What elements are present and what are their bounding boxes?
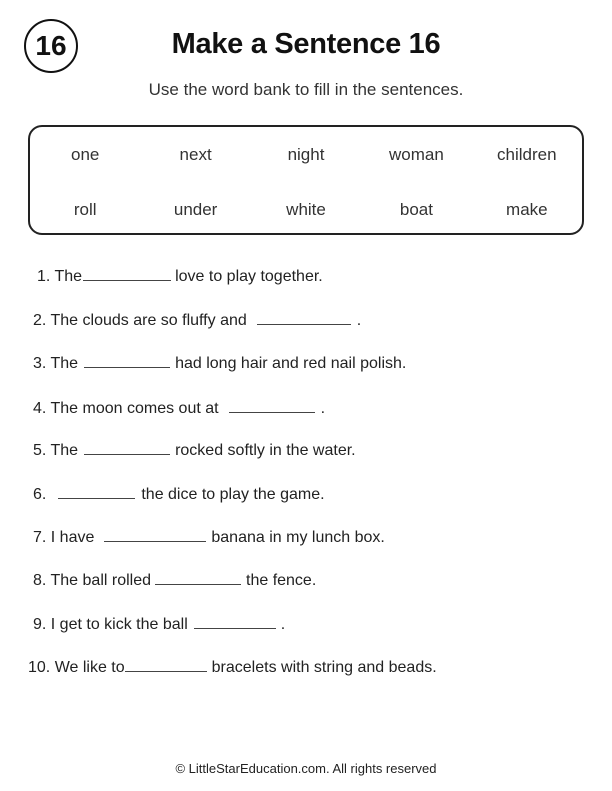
- sentence-2: [33, 310, 361, 330]
- word-bank-word: white: [286, 200, 326, 219]
- word-bank-word: night: [287, 145, 325, 164]
- answer-blank[interactable]: [58, 484, 135, 499]
- word-bank-word: children: [497, 145, 557, 164]
- sentence-suffix: the fence.: [246, 572, 317, 589]
- sentence-suffix: banana in my lunch box.: [211, 529, 385, 546]
- word-bank-word: woman: [389, 145, 444, 164]
- sentence-1: [37, 266, 323, 286]
- sentence-suffix: .: [320, 400, 326, 417]
- sentence-7: [33, 527, 385, 547]
- sentence-prefix: 6.: [33, 486, 47, 503]
- answer-blank[interactable]: [257, 310, 351, 325]
- sentence-6: [33, 484, 325, 504]
- sentence-10: [28, 657, 437, 677]
- sentence-prefix: 1. The: [37, 268, 83, 285]
- sentence-5: [33, 440, 356, 460]
- sentence-prefix: 7. I have: [33, 529, 95, 546]
- answer-blank[interactable]: [104, 527, 206, 542]
- sentence-prefix: 4. The moon comes out at: [33, 400, 219, 417]
- sentence-suffix: bracelets with string and beads.: [211, 659, 437, 676]
- answer-blank[interactable]: [155, 570, 241, 585]
- answer-blank[interactable]: [194, 614, 276, 629]
- copyright-footer: © LittleStarEducation.com. All rights reserved: [175, 761, 437, 776]
- word-bank-row-1: [30, 145, 582, 165]
- answer-blank[interactable]: [84, 353, 170, 368]
- word-bank-word: make: [506, 200, 548, 219]
- sentence-3: [33, 353, 406, 373]
- sentence-prefix: 3. The: [33, 355, 79, 372]
- sentence-9: [33, 614, 285, 634]
- sentence-prefix: 9. I get to kick the ball: [33, 616, 188, 633]
- page-title: Make a Sentence 16: [171, 28, 441, 60]
- sentence-suffix: .: [280, 616, 286, 633]
- answer-blank[interactable]: [84, 440, 170, 455]
- word-bank-word: boat: [399, 200, 433, 219]
- sentence-prefix: 8. The ball rolled: [33, 572, 151, 589]
- sentence-suffix: love to play together.: [175, 268, 323, 285]
- word-bank-word: roll: [73, 200, 97, 219]
- sentence-suffix: had long hair and red nail polish.: [175, 355, 407, 372]
- sentence-prefix: 10. We like to: [28, 659, 125, 676]
- badge-number: 16: [35, 30, 67, 61]
- sentence-8: [33, 570, 316, 590]
- sentence-suffix: .: [356, 312, 362, 329]
- sentence-prefix: 5. The: [33, 442, 79, 459]
- word-bank-word: under: [173, 200, 218, 219]
- sentence-prefix: 2. The clouds are so fluffy and: [33, 312, 247, 329]
- sentence-4: [33, 398, 325, 418]
- answer-blank[interactable]: [83, 266, 171, 281]
- word-bank-row-2: [30, 200, 582, 220]
- word-bank-word: next: [179, 145, 212, 164]
- word-bank: [28, 125, 584, 235]
- word-bank-word: one: [71, 145, 100, 164]
- answer-blank[interactable]: [229, 398, 315, 413]
- instructions: Use the word bank to fill in the sentences.: [148, 80, 464, 99]
- sentence-suffix: rocked softly in the water.: [175, 442, 356, 459]
- sentence-suffix: the dice to play the game.: [141, 486, 325, 503]
- answer-blank[interactable]: [125, 657, 207, 672]
